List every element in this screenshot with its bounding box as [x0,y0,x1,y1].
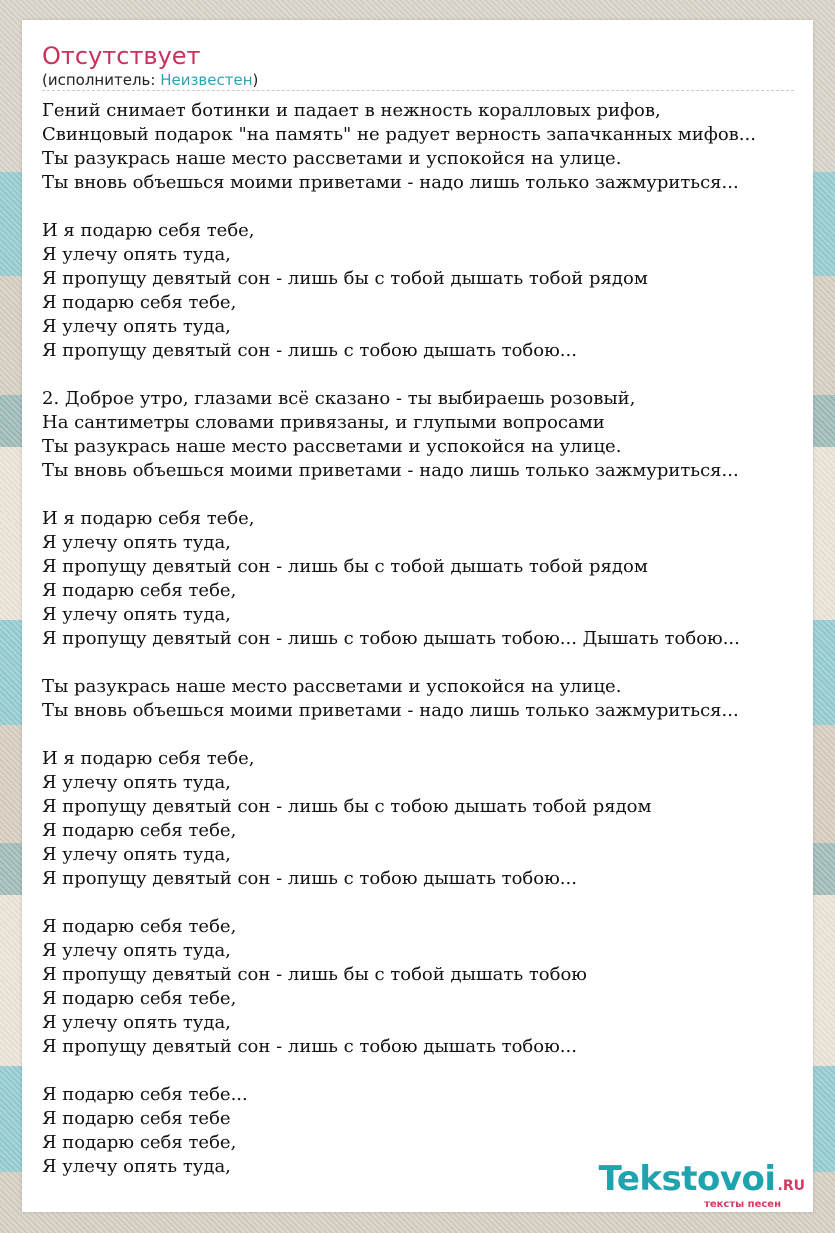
lyrics-card [22,20,813,1212]
lyric-line: Я пропущу девятый сон - лишь с тобою дышать тобою... Дышать тобою... [42,628,740,649]
lyric-line: Я пропущу девятый сон - лишь бы с тобой дышать тобой рядом [42,268,648,289]
lyric-line: Я улечу опять туда, [42,244,231,265]
stanza-break [42,363,813,387]
artist-line [42,71,258,89]
lyric-line: Ты разукрась наше место рассветами и успокойся на улице. [42,436,622,457]
artist-label: (исполнитель: [42,71,161,89]
song-title: Отсутствует [42,42,201,70]
lyric-line: Я улечу опять туда, [42,604,231,625]
lyric-line: Ты вновь объешься моими приветами - надо лишь только зажмуриться... [42,460,739,481]
lyric-line: И я подарю себя тебе, [42,748,255,769]
stanza-break [42,1059,813,1083]
stanza-break [42,723,813,747]
lyric-line: Я улечу опять туда, [42,844,231,865]
lyric-line: И я подарю себя тебе, [42,220,255,241]
stanza-break [42,195,813,219]
lyric-line: Ты вновь объешься моими приветами - надо лишь только зажмуриться... [42,700,739,721]
lyric-line: Я подарю себя тебе, [42,820,237,841]
stanza-break [42,483,813,507]
lyric-line: Я улечу опять туда, [42,940,231,961]
lyric-line: Я улечу опять туда, [42,316,231,337]
logo-tagline: тексты песен [704,1199,781,1210]
lyric-line: Ты разукрась наше место рассветами и успокойся на улице. [42,148,622,169]
stanza-break [42,891,813,915]
logo-tld: .RU [777,1178,805,1194]
lyric-line: Я улечу опять туда, [42,772,231,793]
lyric-line: 2. Доброе утро, глазами всё сказано - ты выбираешь розовый, [42,388,636,409]
lyric-line: Я пропущу девятый сон - лишь с тобою дышать тобою... [42,340,577,361]
lyric-line: Я подарю себя тебе, [42,580,237,601]
lyric-line: Ты разукрась наше место рассветами и успокойся на улице. [42,676,622,697]
logo-wordmark [598,1159,805,1203]
lyric-line: Я улечу опять туда, [42,1012,231,1033]
lyric-line: Я пропущу девятый сон - лишь бы с тобою дышать тобой рядом [42,796,652,817]
lyric-line: Я улечу опять туда, [42,1156,231,1177]
lyric-line: На сантиметры словами привязаны, и глупыми вопросами [42,412,605,433]
lyric-line: Я подарю себя тебе, [42,988,237,1009]
lyric-line: Свинцовый подарок "на память" не радует верность запачканных мифов... [42,124,756,145]
title-divider [42,90,794,91]
lyric-line: Я пропущу девятый сон - лишь бы с тобой дышать тобой рядом [42,556,648,577]
lyric-line: Ты вновь объешься моими приветами - надо лишь только зажмуриться... [42,172,739,193]
lyric-line: Я подарю себя тебе, [42,292,237,313]
lyric-line: И я подарю себя тебе, [42,508,255,529]
lyric-line: Я пропущу девятый сон - лишь с тобою дышать тобою... [42,868,577,889]
lyric-line: Гений снимает ботинки и падает в нежность коралловых рифов, [42,100,661,121]
lyric-line: Я подарю себя тебе [42,1108,231,1129]
site-logo[interactable] [598,1159,805,1210]
artist-link[interactable]: Неизвестен [160,71,253,89]
lyrics-text [42,99,813,1179]
artist-close: ) [252,71,259,89]
lyric-line: Я подарю себя тебе... [42,1084,248,1105]
stanza-break [42,651,813,675]
lyric-line: Я подарю себя тебе, [42,1132,237,1153]
logo-name: Tekstovoi [598,1159,776,1199]
lyric-line: Я пропущу девятый сон - лишь с тобою дышать тобою... [42,1036,577,1057]
lyric-line: Я пропущу девятый сон - лишь бы с тобой дышать тобою [42,964,587,985]
lyric-line: Я подарю себя тебе, [42,916,237,937]
lyric-line: Я улечу опять туда, [42,532,231,553]
